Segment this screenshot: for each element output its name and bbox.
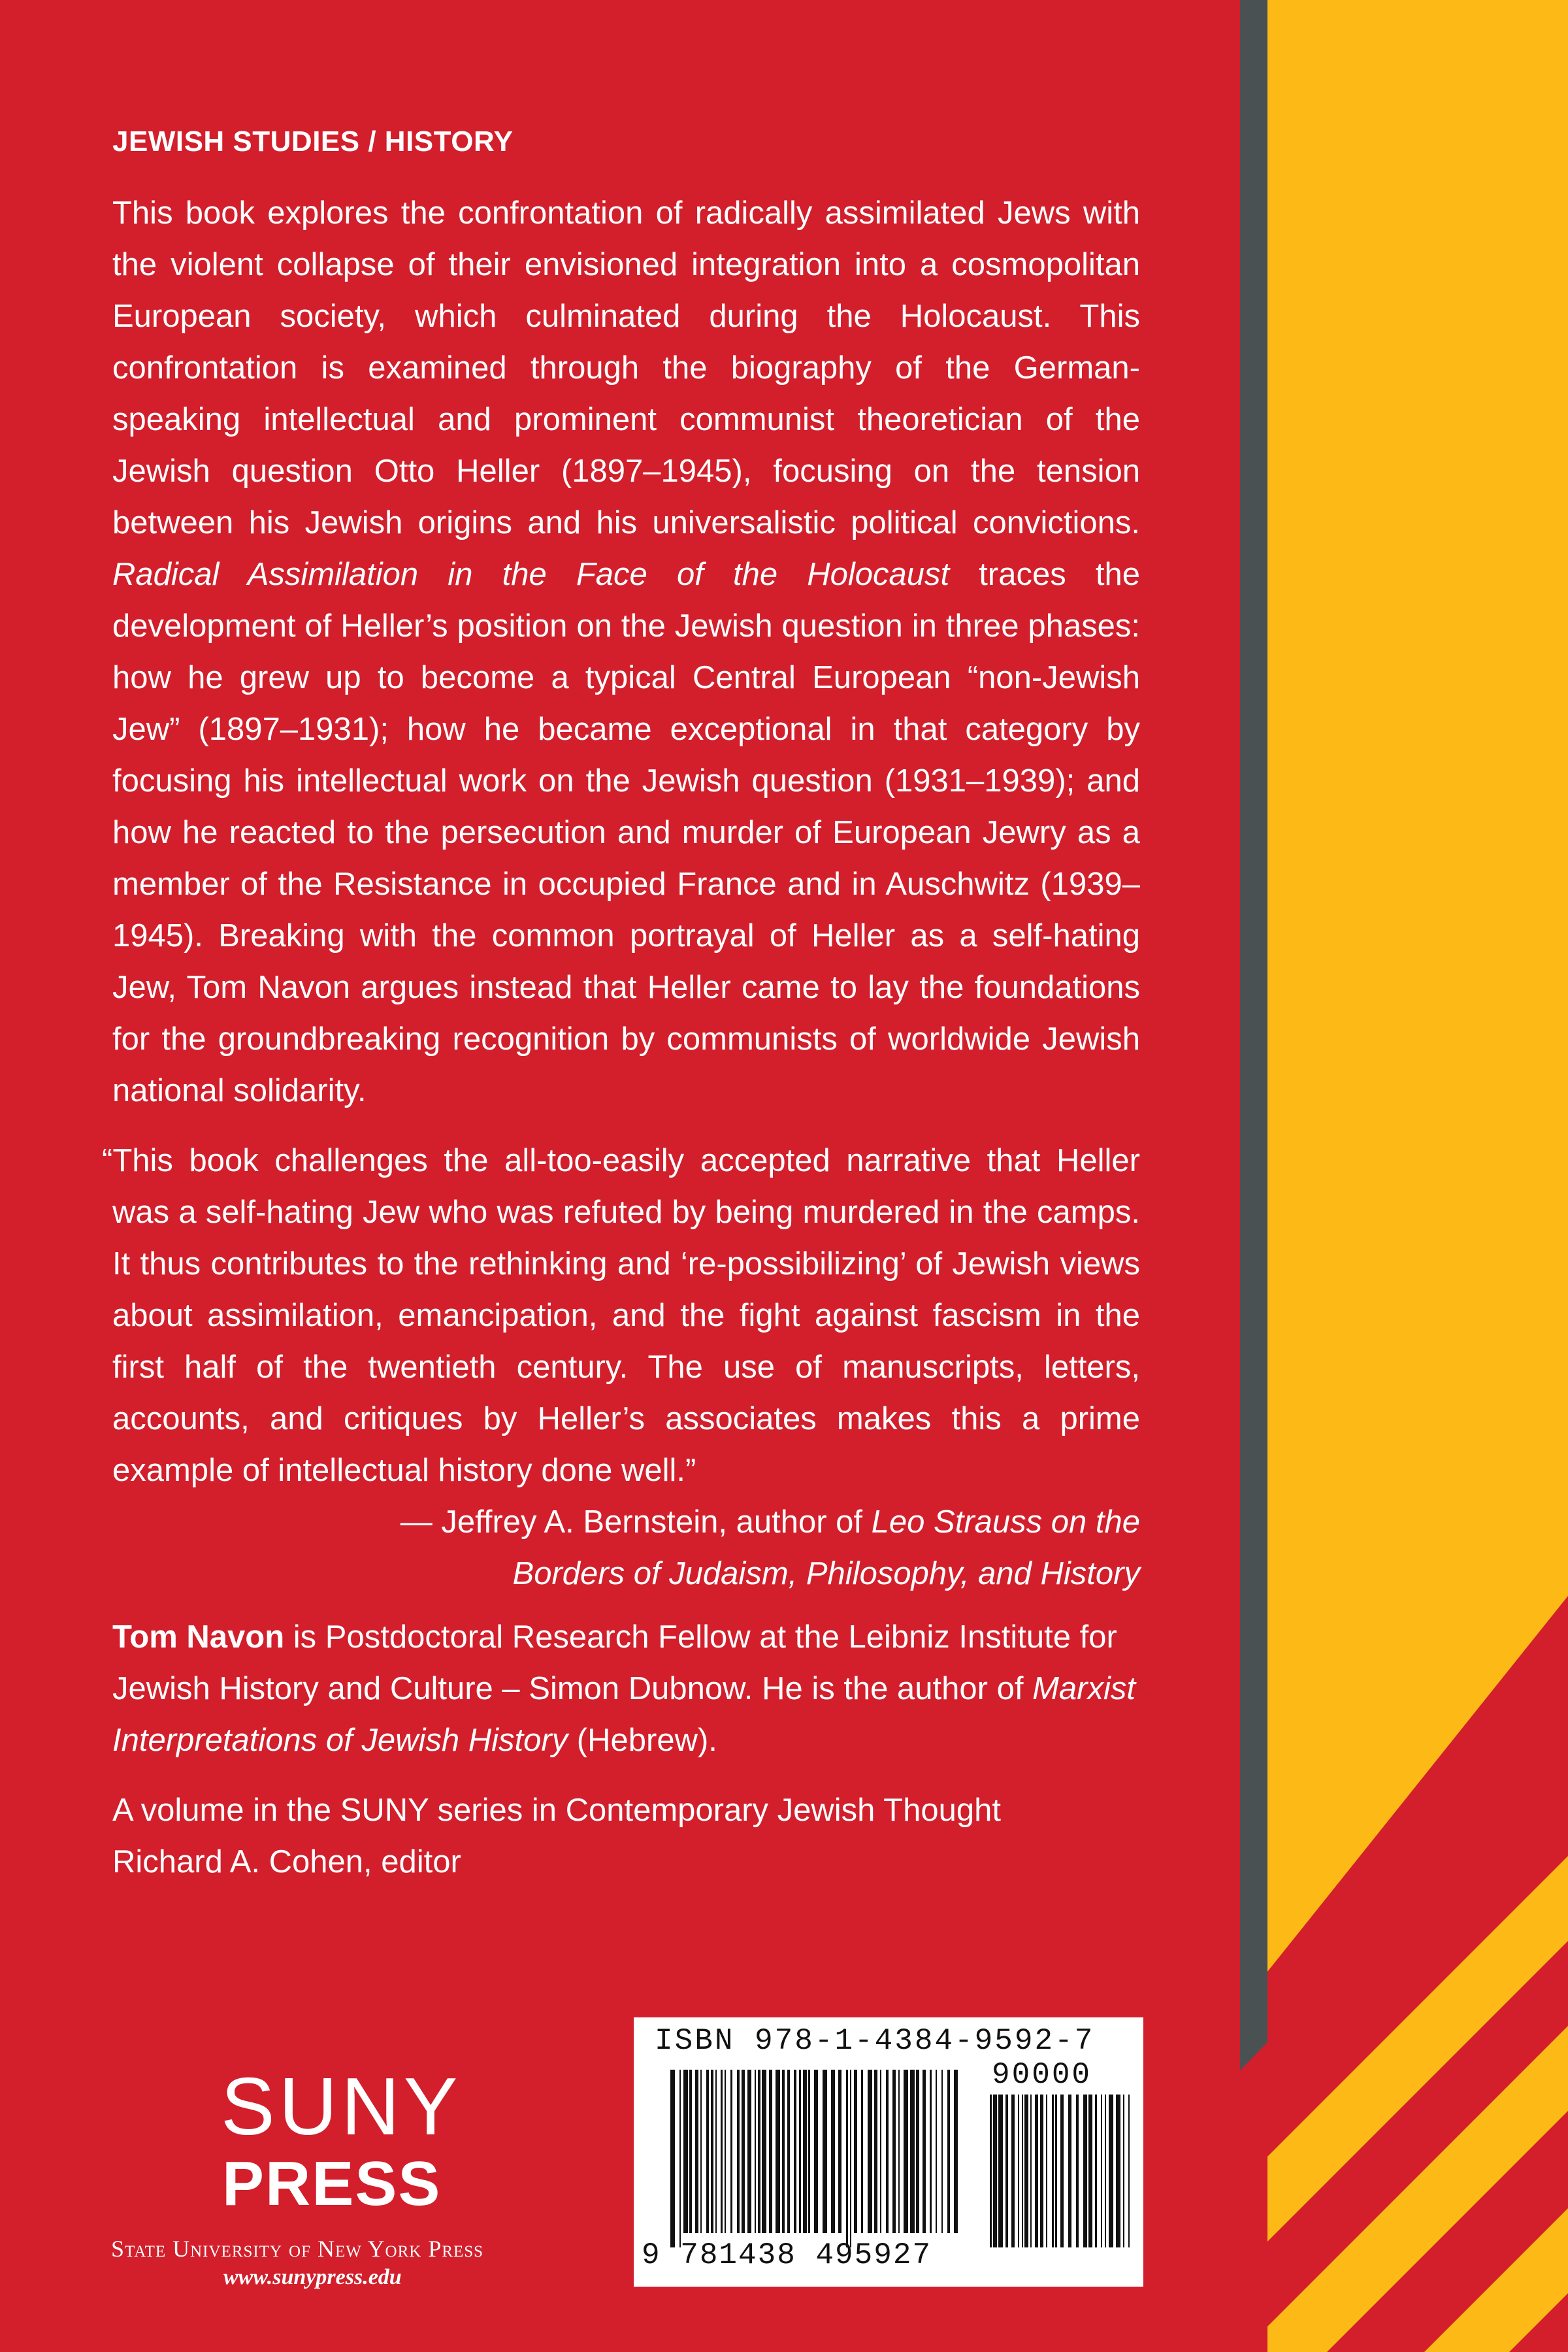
endorsement-attribution xyxy=(112,1497,1140,1600)
barcode-bar xyxy=(1088,2095,1092,2247)
barcode-bar xyxy=(854,2070,857,2233)
barcode-bar xyxy=(683,2070,688,2233)
barcode-bar xyxy=(808,2070,810,2233)
barcode-bar xyxy=(711,2070,713,2233)
barcode-bar xyxy=(747,2070,751,2233)
series-info xyxy=(112,1785,1140,1888)
book-title-italic: Radical Assimilation in the Face of the Holocaust xyxy=(112,557,950,593)
barcode-bar xyxy=(755,2070,756,2233)
logo-press-text: PRESS xyxy=(222,2149,442,2219)
barcode-bar xyxy=(998,2095,1003,2247)
barcode-bar xyxy=(874,2070,877,2233)
barcode-bar xyxy=(823,2070,827,2233)
barcode-bar xyxy=(1040,2095,1043,2247)
category-label: JEWISH STUDIES / HISTORY xyxy=(112,125,514,157)
attribution-book-line-2: Borders of Judaism, Philosophy, and History xyxy=(512,1556,1140,1592)
attribution-book-line-1: Leo Strauss on the xyxy=(871,1504,1140,1540)
barcode-bar xyxy=(776,2070,780,2233)
barcode-bar xyxy=(1128,2095,1130,2247)
book-description xyxy=(112,188,1140,1117)
barcode-bar xyxy=(787,2070,790,2233)
ean-digits: 9 781438 495927 xyxy=(642,2238,932,2272)
attribution-author: — Jeffrey A. Bernstein, author of xyxy=(400,1504,872,1540)
barcode-bar xyxy=(742,2070,745,2233)
publisher-logo xyxy=(111,2062,568,2290)
price-code: 90000 xyxy=(992,2058,1092,2092)
barcode-bar xyxy=(700,2070,702,2233)
barcode-bar xyxy=(861,2070,863,2233)
barcode-bar xyxy=(758,2070,760,2233)
barcode-bar xyxy=(1101,2095,1102,2247)
isbn-number: ISBN 978-1-4384-9592-7 xyxy=(655,2024,1095,2058)
barcode-bar xyxy=(1022,2095,1023,2247)
barcode-bar xyxy=(916,2070,919,2233)
cover-text xyxy=(102,111,1140,1888)
barcode-bar xyxy=(868,2070,872,2233)
endorsement-quote: “This book challenges the all-too-easily accepted narrative that Heller was a self-hating Jew who was refuted by being murdered in the camps. It thus contributes to the rethinking and ‘re-possibilizing’ of Jewish views about assimilation, emancipation, and the fight against fascism in the first half of the twentieth century. The use of manuscripts, letters, accounts, and critiques by Heller’s associates makes this a prime example of intellectual history done well.” xyxy=(102,1143,1140,1489)
barcode-bar xyxy=(1116,2095,1120,2247)
barcode-bar xyxy=(1095,2095,1097,2247)
barcode-bar xyxy=(930,2070,932,2233)
author-bio xyxy=(112,1612,1140,1766)
barcode-bar xyxy=(850,2070,851,2247)
author-bio-suffix: (Hebrew). xyxy=(568,1723,717,1759)
barcode-bar xyxy=(1035,2095,1038,2247)
barcode-bar xyxy=(947,2070,950,2233)
barcode-bar xyxy=(880,2070,881,2233)
barcode-bar xyxy=(794,2070,796,2233)
barcode-bar xyxy=(1018,2095,1019,2247)
barcode-bar xyxy=(670,2070,675,2247)
description-part-1: This book explores the confrontation of radically assimilated Jews with the violent collapse of their envisioned integration into a cosmopolitan European society, which culminated during the Holocaust. This confrontation is examined through the biography of the German-speaking intellectual and prominent communist theoretician of the Jewish question Otto Heller (1897–1945), focusing on the tension between his Jewish origins and his universalistic political convictions. xyxy=(112,195,1140,541)
barcode-bar xyxy=(706,2070,709,2233)
barcode-bar xyxy=(898,2070,900,2233)
barcode-bar xyxy=(941,2070,943,2233)
author-name: Tom Navon xyxy=(112,1619,285,1655)
barcode-bar xyxy=(1123,2095,1124,2247)
barcode-bar xyxy=(993,2095,997,2247)
barcode-bar xyxy=(1024,2095,1028,2247)
barcode-bar xyxy=(725,2070,726,2233)
barcode-bar xyxy=(769,2070,772,2233)
barcode-bar xyxy=(892,2070,896,2233)
barcode-bar xyxy=(799,2070,801,2233)
isbn-barcode xyxy=(634,2017,1143,2287)
publisher-url: www.sunypress.edu xyxy=(223,2265,402,2289)
barcode-bar xyxy=(814,2070,818,2233)
barcode-bar xyxy=(689,2070,692,2233)
barcode-bar xyxy=(782,2070,785,2233)
barcode-bar xyxy=(679,2070,681,2247)
barcode-bar xyxy=(1005,2095,1008,2247)
barcode-bar xyxy=(730,2070,732,2233)
barcode-bar xyxy=(721,2070,723,2233)
barcode-bar xyxy=(695,2070,698,2233)
barcode-bar xyxy=(1052,2095,1054,2247)
barcode-bar xyxy=(923,2070,926,2233)
barcode-bar xyxy=(1109,2095,1113,2247)
barcode-bar xyxy=(936,2070,937,2233)
barcode-bar xyxy=(1068,2095,1071,2247)
barcode-bar xyxy=(954,2070,958,2233)
barcode-bar xyxy=(846,2070,848,2247)
barcode-bar xyxy=(1060,2095,1064,2247)
yellow-band xyxy=(1267,0,1568,1972)
barcode-bar xyxy=(838,2070,841,2233)
barcode-bar xyxy=(1105,2095,1106,2247)
barcode-bar xyxy=(715,2070,717,2233)
barcode-bar xyxy=(1076,2095,1079,2247)
barcode-bar xyxy=(762,2070,766,2233)
barcode-bar xyxy=(1083,2095,1087,2247)
barcode-bar xyxy=(990,2095,992,2247)
series-editor: Richard A. Cohen, editor xyxy=(112,1844,461,1880)
barcode-bar xyxy=(904,2070,908,2233)
logo-suny-text: SUNY xyxy=(221,2062,462,2152)
barcode-bar xyxy=(1030,2095,1032,2247)
series-line: A volume in the SUNY series in Contemporary Jewish Thought xyxy=(112,1793,1001,1829)
barcode-bar xyxy=(886,2070,889,2233)
barcode-bar xyxy=(803,2070,807,2233)
author-bio-text: is Postdoctoral Research Fellow at the Leibniz Institute for Jewish History and Culture – Simon Dubnow. He is the author of xyxy=(112,1619,1117,1707)
publisher-full-name: State University of New York Press xyxy=(111,2236,484,2262)
barcode-bar xyxy=(1055,2095,1057,2247)
barcode-bar xyxy=(831,2070,835,2233)
barcode-bar xyxy=(1046,2095,1047,2247)
description-part-2: traces the development of Heller’s position on the Jewish question in three phases: how he grew up to become a typical Central European “non-Jewish Jew” (1897–1931); how he became exceptional in that category by focusing his intellectual work on the Jewish question (1931–1939); and how he reacted to the persecution and murder of European Jewry as a member of the Resistance in occupied France and in Auschwitz (1939–1945). Breaking with the common portrayal of Heller as a self-hating Jew, Tom Navon argues instead that Heller came to lay the foundations for the groundbreaking recognition by communists of worldwide Jewish national solidarity. xyxy=(112,557,1140,1109)
author-other-book: Marxist Interpretations of Jewish History xyxy=(112,1671,1135,1759)
gray-stripe-vertical xyxy=(1240,0,1267,2000)
barcode-bar xyxy=(910,2070,915,2233)
barcode-bar xyxy=(737,2070,740,2233)
barcode-bar xyxy=(1011,2095,1015,2247)
